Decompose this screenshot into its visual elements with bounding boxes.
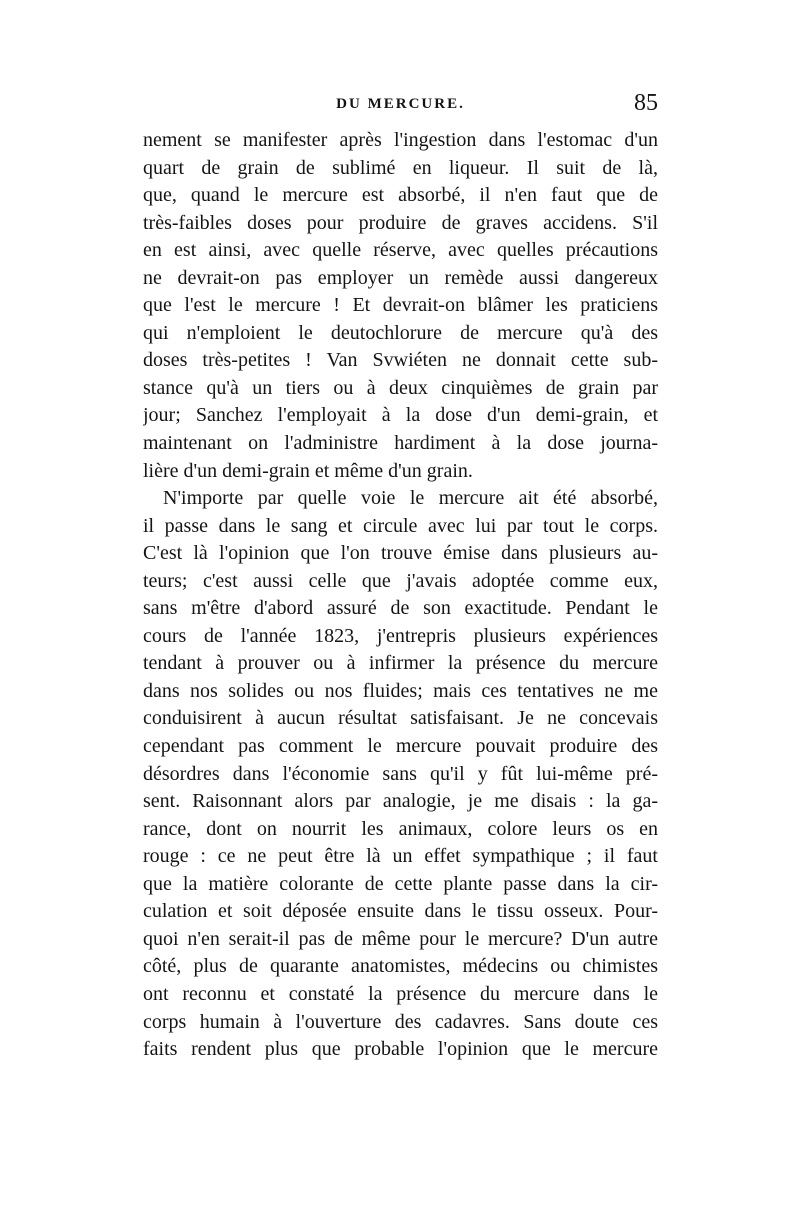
paragraph (143, 485, 658, 1063)
text-line: maintenant on l'administre hardiment à la dose journa- (143, 432, 658, 455)
text-line: cours de l'année 1823, j'entrepris plusieurs expériences (143, 624, 658, 647)
text-line: quart de grain de sublimé en liqueur. Il suit de là, (143, 156, 658, 179)
text-line: stance qu'à un tiers ou à deux cinquièmes de grain par (143, 376, 658, 399)
body-text (143, 127, 658, 1064)
text-line: que, quand le mercure est absorbé, il n'en faut que de (143, 184, 658, 207)
text-line: rouge : ce ne peut être là un effet sympathique ; il faut (143, 845, 658, 868)
text-line: que la matière colorante de cette plante passe dans la cir- (143, 872, 658, 895)
text-line: ont reconnu et constaté la présence du mercure dans le (143, 982, 658, 1005)
text-line: il passe dans le sang et circule avec lui par tout le corps. (143, 514, 658, 537)
text-line: côté, plus de quarante anatomistes, médecins ou chimistes (143, 955, 658, 978)
text-line: corps humain à l'ouverture des cadavres. Sans doute ces (143, 1010, 658, 1033)
text-line: lière d'un demi-grain et même d'un grain. (143, 459, 473, 482)
text-line: quoi n'en serait-il pas de même pour le mercure? D'un autre (143, 927, 658, 950)
running-head (143, 90, 658, 120)
text-line: qui n'emploient le deutochlorure de mercure qu'à des (143, 321, 658, 344)
text-line: ne devrait-on pas employer un remède aussi dangereux (143, 266, 658, 289)
text-line: teurs; c'est aussi celle que j'avais adoptée comme eux, (143, 569, 658, 592)
text-line: conduisirent à aucun résultat satisfaisant. Je ne concevais (143, 707, 658, 730)
text-line: très-faibles doses pour produire de graves accidens. S'il (143, 211, 658, 234)
text-line: nement se manifester après l'ingestion dans l'estomac d'un (143, 129, 658, 151)
text-line: sent. Raisonnant alors par analogie, je me disais : la ga- (143, 790, 658, 813)
text-line: C'est là l'opinion que l'on trouve émise dans plusieurs au- (143, 542, 658, 565)
text-line: N'importe par quelle voie le mercure ait été absorbé, (163, 487, 658, 510)
text-line: rance, dont on nourrit les animaux, colore leurs os en (143, 817, 658, 840)
text-line: sans m'être d'abord assuré de son exactitude. Pendant le (143, 597, 658, 620)
page-number: 85 (634, 90, 658, 116)
text-line: cependant pas comment le mercure pouvait produire des (143, 735, 658, 758)
text-line: jour; Sanchez l'employait à la dose d'un demi-grain, et (143, 404, 658, 427)
text-line: que l'est le mercure ! Et devrait-on blâmer les praticiens (143, 294, 658, 317)
text-line: tendant à prouver ou à infirmer la présence du mercure (143, 652, 658, 675)
text-line: faits rendent plus que probable l'opinion que le mercure (143, 1038, 658, 1061)
text-line: dans nos solides ou nos fluides; mais ces tentatives ne me (143, 679, 658, 702)
text-line: culation et soit déposée ensuite dans le tissu osseux. Pour- (143, 900, 658, 923)
text-line: doses très-petites ! Van Svwiéten ne donnait cette sub- (143, 349, 658, 372)
text-line: en est ainsi, avec quelle réserve, avec quelles précautions (143, 239, 658, 262)
text-line: désordres dans l'économie sans qu'il y fût lui-même pré- (143, 762, 658, 785)
paragraph (143, 127, 658, 485)
running-title: DU MERCURE. (336, 96, 465, 112)
